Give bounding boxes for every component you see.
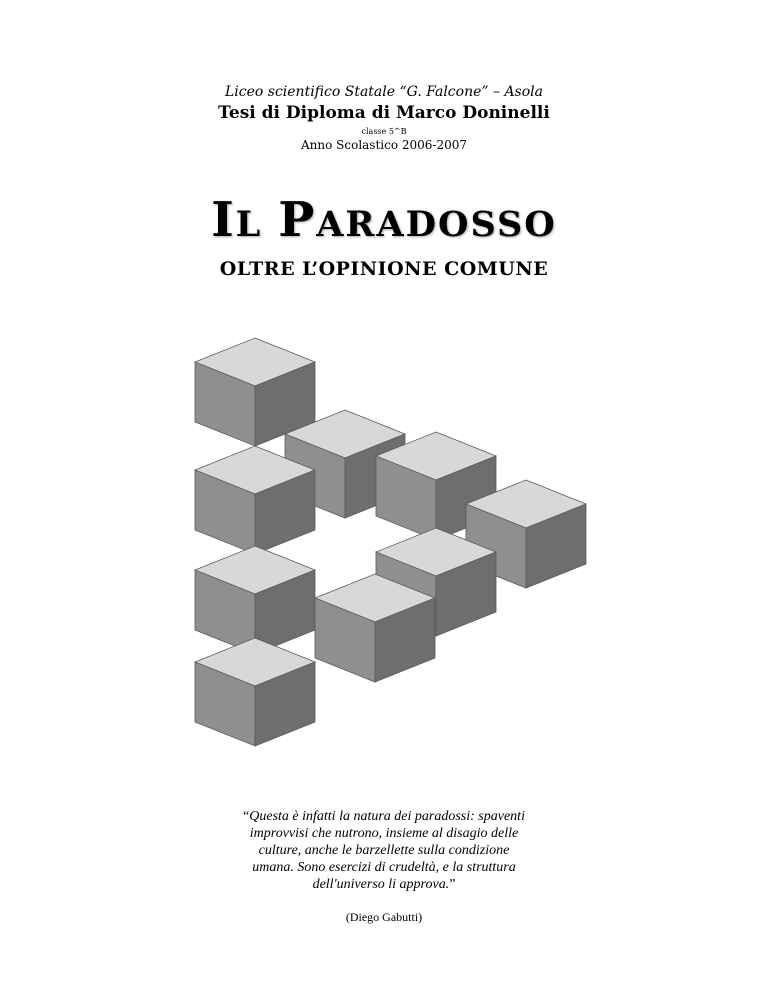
school-name: Liceo scientifico Statale “G. Falcone” – Asola — [224, 84, 543, 100]
impossible-cubes-illustration — [148, 328, 618, 758]
quote-line-4: umana. Sono esercizi di crudeltà, e la struttura — [252, 860, 516, 875]
quote-line-2: improvvisi che nutrono, insieme al disagio delle — [249, 826, 519, 841]
quote-line-5: dell'universo li approva.” — [312, 877, 456, 892]
title-initial-1: I — [211, 192, 236, 248]
epigraph-quote — [0, 808, 768, 893]
title-rest-2: ARADOSSO — [316, 204, 557, 245]
title-rest-1: L — [235, 204, 263, 245]
title-initial-2: P — [278, 192, 317, 248]
class-label: classe 5^B — [361, 127, 407, 136]
quote-line-1: “Questa è infatti la natura dei paradossi: spaventi — [243, 809, 525, 824]
cube-9 — [195, 638, 315, 746]
page-title — [0, 192, 768, 248]
school-year: Anno Scolastico 2006-2007 — [300, 138, 468, 152]
page-subtitle: OLTRE L’OPINIONE COMUNE — [219, 258, 549, 280]
thesis-author: Tesi di Diploma di Marco Doninelli — [218, 103, 550, 123]
quote-author: (Diego Gabutti) — [345, 910, 423, 924]
quote-line-3: culture, anche le barzellette sulla condizione — [258, 843, 510, 858]
